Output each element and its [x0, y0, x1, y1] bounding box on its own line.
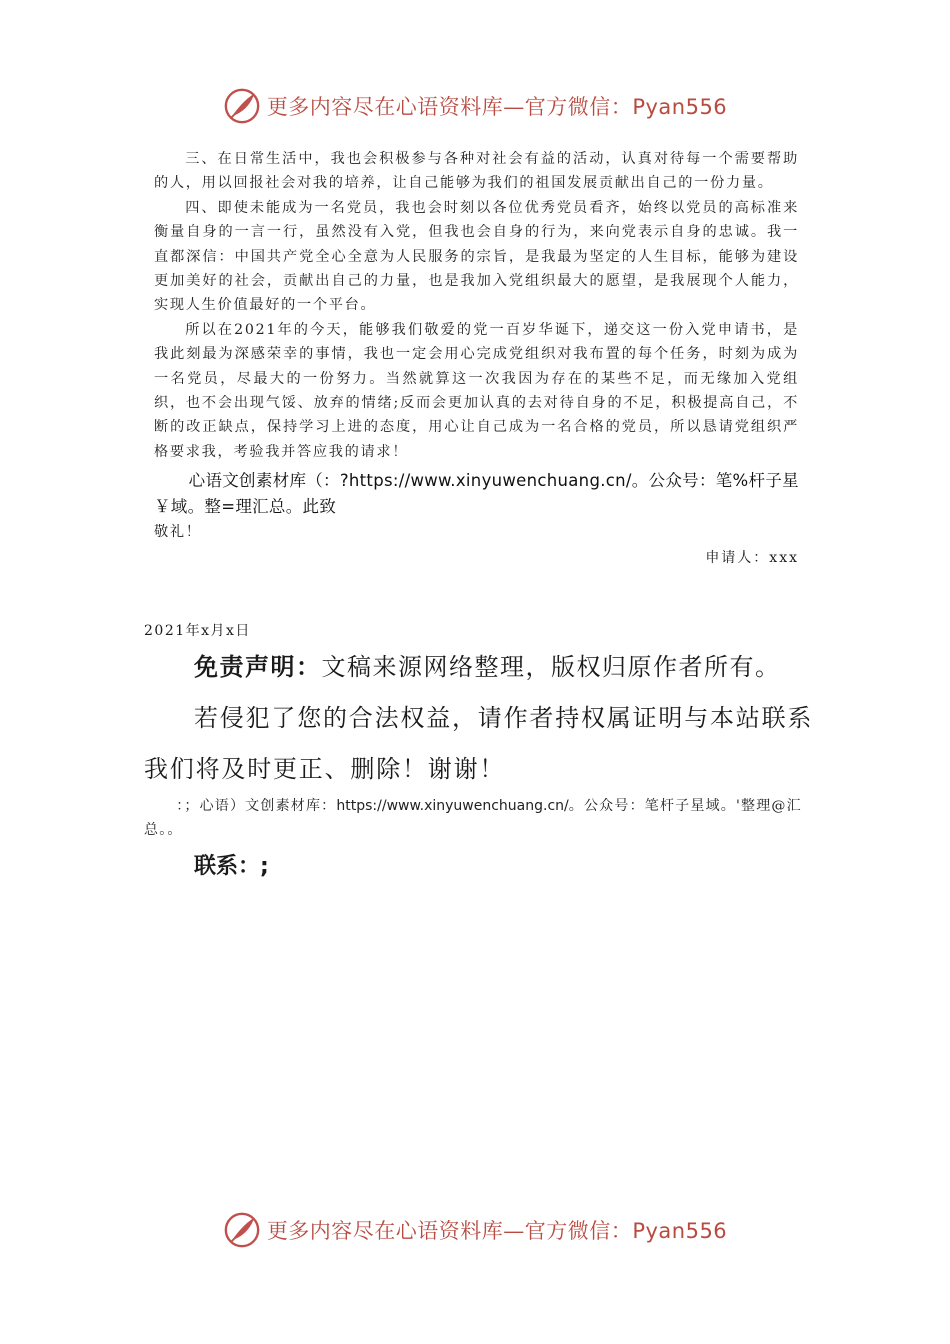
banner-text: 更多内容尽在心语资料库—官方微信：Pyan556	[266, 1219, 728, 1243]
source-line: 心语文创素材库（：?https://www.xinyuwenchuang.cn/。公众号：笔%杆子星￥域。整=理汇总。此致	[154, 471, 799, 517]
banner-text: 更多内容尽在心语资料库—官方微信：Pyan556	[266, 95, 728, 119]
disclaimer-label: 免责声明：	[194, 653, 322, 681]
quill-logo-icon	[223, 1211, 261, 1249]
paragraph-conclusion: 所以在2021年的今天，能够我们敬爱的党一百岁华诞下，递交这一份入党申请书，是我此刻最为深感荣幸的事情，我也一定会用心完成党组织对我布置的每个任务，时刻为成为一名党员，尽最大的一份努力。当然就算这一次我因为存在的某些不足，而无缘加入党组织，也不会出现气馁、放弃的情绪;反而会更加认真的去对待自身的不足，积极提高自己，不断的改正缺点，保持学习上进的态度，用心让自己成为一名合格的党员，所以恳请党组织严格要求我，考验我并答应我的请求！	[154, 321, 799, 460]
banner-wechat: Pyan556	[632, 1219, 728, 1243]
disclaimer-line-2: 若侵犯了您的合法权益，请作者持权属证明与本站联系	[194, 704, 814, 732]
quill-logo-icon	[223, 87, 261, 125]
disclaimer-line-3: 我们将及时更正、删除！谢谢！	[144, 755, 506, 783]
paragraph-4: 四、即使未能成为一名党员，我也会时刻以各位优秀党员看齐，始终以党员的高标准来衡量自身的一言一行，虽然没有入党，但我也会自身的行为，来向党表示自身的忠诚。我一直都深信：中国共产党全心全意为人民服务的宗旨，是我最为坚定的人生目标，能够为建设更加美好的社会，贡献出自己的力量，也是我加入党组织最大的愿望，是我展现个人能力，实现人生价值最好的一个平台。	[154, 199, 799, 314]
letter-body	[154, 147, 799, 570]
paragraph-3: 三、在日常生活中，我也会积极参与各种对社会有益的活动，认真对待每一个需要帮助的人，用以回报社会对我的培养，让自己能够为我们的祖国发展贡献出自己的一份力量。	[154, 151, 799, 192]
header-banner	[0, 86, 950, 126]
footer-note: ：；心语）文创素材库：https://www.xinyuwenchuang.cn/。公众号：笔杆子星域。'整理@汇总。。	[144, 798, 802, 838]
closing-salute: 敬礼！	[154, 524, 202, 541]
footer-url: https://www.xinyuwenchuang.cn/	[336, 798, 569, 814]
applicant-signature: 申请人：xxx	[705, 550, 799, 567]
banner-wechat: Pyan556	[632, 95, 728, 119]
disclaimer-line-1: 免责声明：文稿来源网络整理，版权归原作者所有。	[194, 653, 781, 681]
letter-date: 2021年x月x日	[144, 623, 251, 639]
contact-label: 联系：;	[194, 854, 269, 879]
footer-banner	[0, 1210, 950, 1250]
